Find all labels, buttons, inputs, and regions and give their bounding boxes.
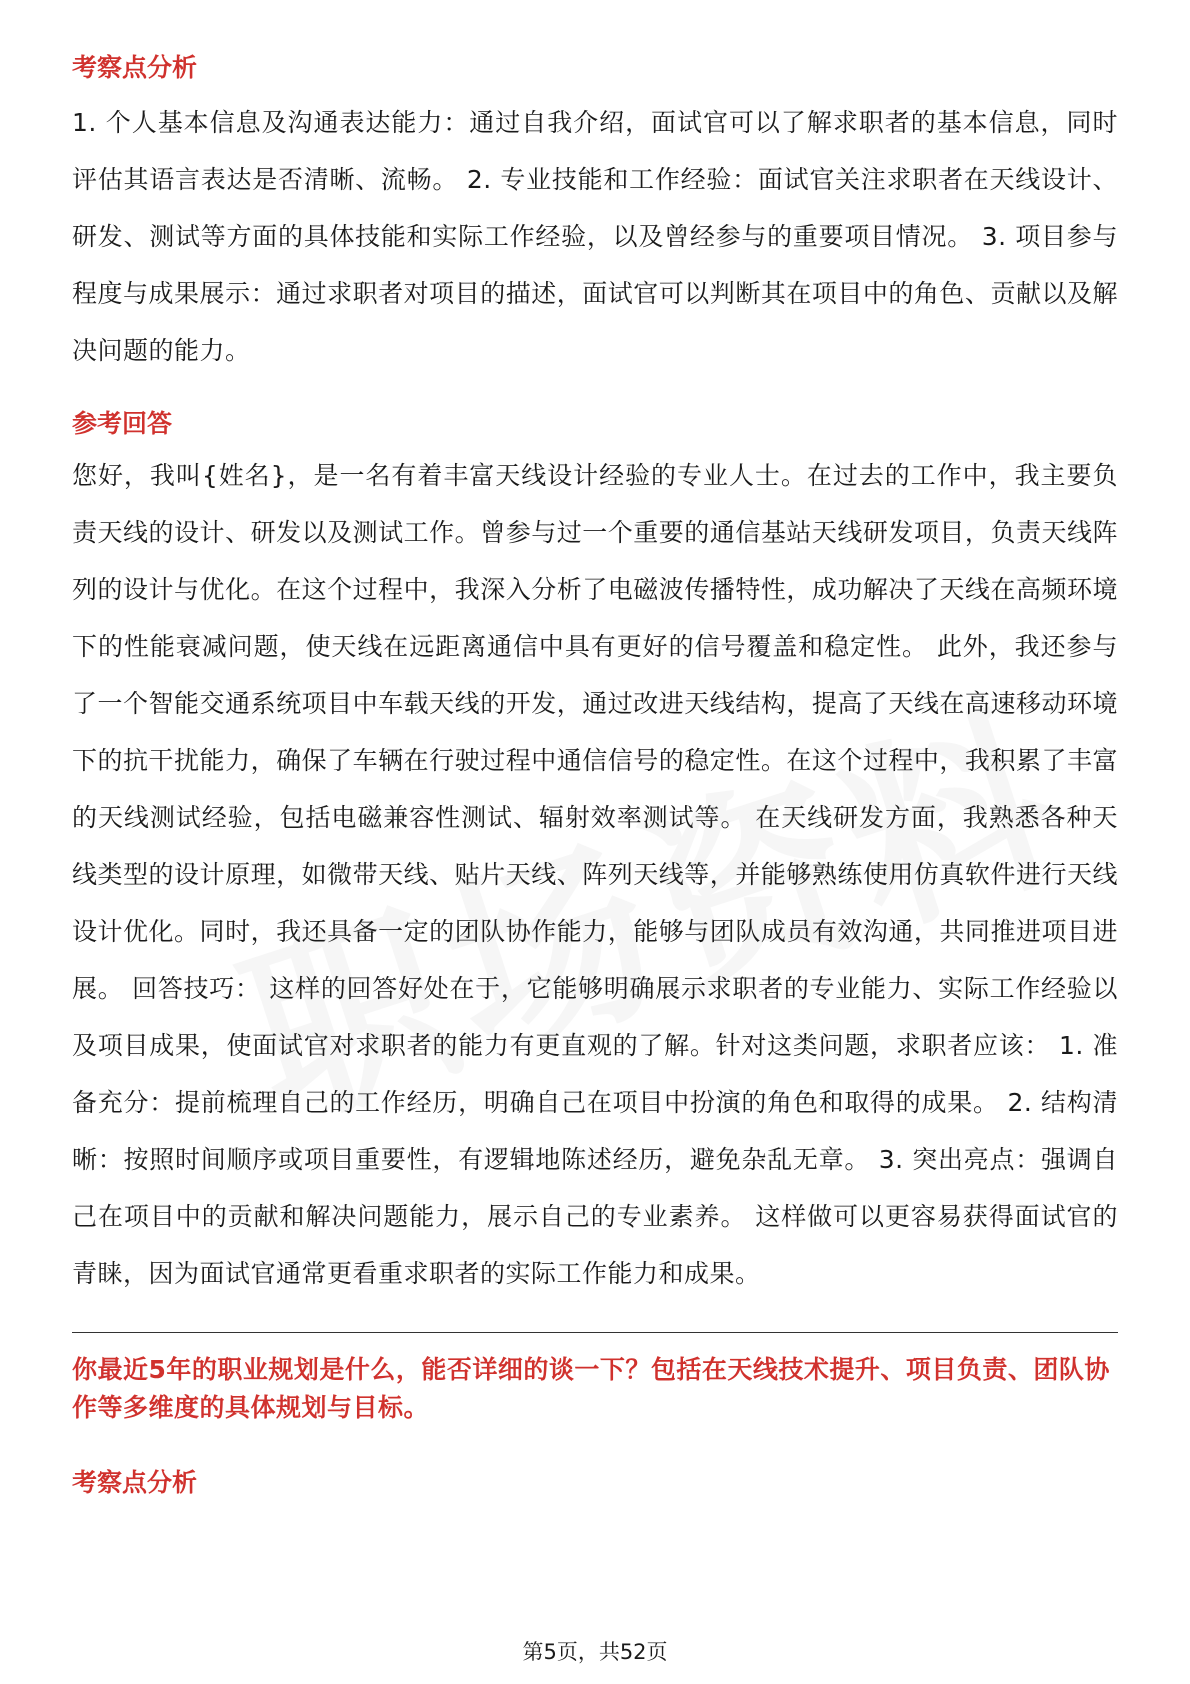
reference-answer-paragraph: 您好，我叫{姓名}，是一名有着丰富天线设计经验的专业人士。在过去的工作中，我主要负责天线的设计、研发以及测试工作。曾参与过一个重要的通信基站天线研发项目，负责天线阵列的设计与优化。在这个过程中，我深入分析了电磁波传播特性，成功解决了天线在高频环境下的性能衰减问题，使天线在远距离通信中具有更好的信号覆盖和稳定性。 此外，我还参与了一个智能交通系统项目中车载天线的开发，通过改进天线结构，提高了天线在高速移动环境下的抗干扰能力，确保了车辆在行驶过程中通信信号的稳定性。在这个过程中，我积累了丰富的天线测试经验，包括电磁兼容性测试、辐射效率测试等。 在天线研发方面，我熟悉各种天线类型的设计原理，如微带天线、贴片天线、阵列天线等，并能够熟练使用仿真软件进行天线设计优化。同时，我还具备一定的团队协作能力，能够与团队成员有效沟通，共同推进项目进展。 回答技巧： 这样的回答好处在于，它能够明确展示求职者的专业能力、实际工作经验以及项目成果，使面试官对求职者的能力有更直观的了解。针对这类问题，求职者应该： 1. 准备充分：提前梳理自己的工作经历，明确自己在项目中扮演的角色和取得的成果。 2. 结构清晰：按照时间顺序或项目重要性，有逻辑地陈述经历，避免杂乱无章。 3. 突出亮点：强调自己在项目中的贡献和解决问题能力，展示自己的专业素养。 这样做可以更容易获得面试官的青睐，因为面试官通常更看重求职者的实际工作能力和成果。 [72,461,1118,1288]
interview-question: 你最近5年的职业规划是什么，能否详细的谈一下？包括在天线技术提升、项目负责、团队协作等多维度的具体规划与目标。 [72,1355,1110,1422]
analysis-heading-next: 考察点分析 [72,1468,198,1497]
analysis-paragraph: 1. 个人基本信息及沟通表达能力：通过自我介绍，面试官可以了解求职者的基本信息，同时评估其语言表达是否清晰、流畅。 2. 专业技能和工作经验：面试官关注求职者在天线设计、研发、测试等方面的具体技能和实际工作经验，以及曾经参与的重要项目情况。 3. 项目参与程度与成果展示：通过求职者对项目的描述，面试官可以判断其在项目中的角色、贡献以及解决问题的能力。 [72,108,1118,365]
document-page [72,48,1118,1503]
analysis-heading: 考察点分析 [72,53,198,82]
page-footer: 第5页，共52页 [522,1640,668,1664]
section-divider [72,1332,1118,1333]
reference-answer-heading: 参考回答 [72,409,173,438]
